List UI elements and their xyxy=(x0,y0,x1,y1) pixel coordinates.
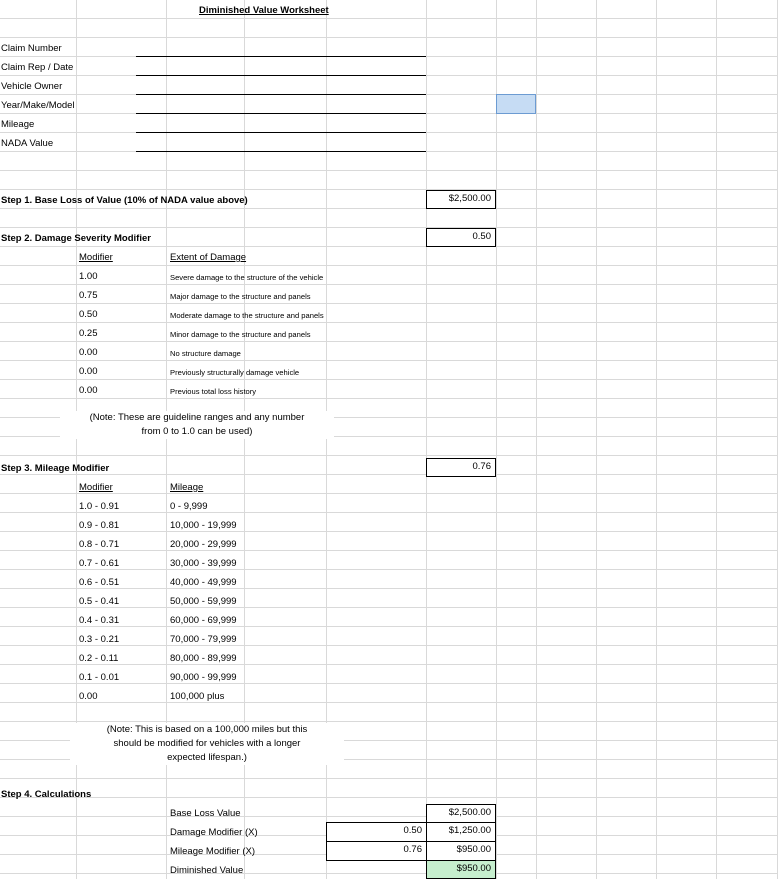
mileage-value-cell[interactable]: $950.00 xyxy=(426,841,496,861)
vehicle-owner-underline xyxy=(136,94,426,95)
sheet-title: Diminished Value Worksheet xyxy=(199,5,329,16)
mileage-factor-cell[interactable]: 0.76 xyxy=(326,841,427,861)
mileage-modifier: 0.3 - 0.21 xyxy=(79,634,120,645)
mileage-range: 0 - 9,999 xyxy=(170,501,208,512)
step3-label: Step 3. Mileage Modifier xyxy=(1,463,110,474)
step3-value-cell[interactable]: 0.76 xyxy=(426,458,496,477)
severity-modifier: 0.75 xyxy=(79,290,98,301)
damage-modifier-label: Damage Modifier (X) xyxy=(170,827,258,838)
severity-modifier: 1.00 xyxy=(79,271,98,282)
mileage-label: Mileage xyxy=(1,119,35,130)
mileage-modifier: 0.5 - 0.41 xyxy=(79,596,120,607)
step3-note-line2: should be modified for vehicles with a longer xyxy=(70,737,344,751)
claim-rep-label: Claim Rep / Date xyxy=(1,62,74,73)
mileage-range: 90,000 - 99,999 xyxy=(170,672,237,683)
step3-note-line1: (Note: This is based on a 100,000 miles but this xyxy=(70,723,344,737)
mileage-modifier: 0.00 xyxy=(79,691,98,702)
step2-modifier-header: Modifier xyxy=(79,252,113,263)
step2-value-cell[interactable]: 0.50 xyxy=(426,228,496,247)
step2-label: Step 2. Damage Severity Modifier xyxy=(1,233,151,244)
mileage-range: 50,000 - 59,999 xyxy=(170,596,237,607)
severity-modifier: 0.00 xyxy=(79,366,98,377)
severity-modifier: 0.25 xyxy=(79,328,98,339)
mileage-range: 80,000 - 89,999 xyxy=(170,653,237,664)
step2-note-line2: from 0 to 1.0 can be used) xyxy=(60,425,334,439)
severity-modifier: 0.00 xyxy=(79,347,98,358)
step3-note-line3: expected lifespan.) xyxy=(70,751,344,765)
nada-value-label: NADA Value xyxy=(1,138,54,149)
year-make-model-label: Year/Make/Model xyxy=(1,100,75,111)
severity-modifier: 0.00 xyxy=(79,385,98,396)
severity-extent: Major damage to the structure and panels xyxy=(170,292,311,301)
mileage-range: 30,000 - 39,999 xyxy=(170,558,237,569)
severity-extent: Previous total loss history xyxy=(170,387,257,396)
step4-label: Step 4. Calculations xyxy=(1,789,92,800)
mileage-range: 40,000 - 49,999 xyxy=(170,577,237,588)
mileage-range: 10,000 - 19,999 xyxy=(170,520,237,531)
diminished-value-label: Diminished Value xyxy=(170,865,244,876)
mileage-range: 60,000 - 69,999 xyxy=(170,615,237,626)
severity-modifier: 0.50 xyxy=(79,309,98,320)
mileage-range: 20,000 - 29,999 xyxy=(170,539,237,550)
diminished-value-cell[interactable]: $950.00 xyxy=(426,860,496,879)
step1-label: Step 1. Base Loss of Value (10% of NADA value above) xyxy=(1,195,248,206)
step2-extent-header: Extent of Damage xyxy=(170,252,247,263)
severity-extent: Moderate damage to the structure and panels xyxy=(170,311,324,320)
severity-extent: No structure damage xyxy=(170,349,241,358)
nada-value-underline xyxy=(136,151,426,152)
base-loss-value-cell[interactable]: $2,500.00 xyxy=(426,804,496,823)
step3-mileage-header: Mileage xyxy=(170,482,204,493)
damage-value-cell[interactable]: $1,250.00 xyxy=(426,822,496,842)
mileage-modifier: 0.8 - 0.71 xyxy=(79,539,120,550)
mileage-modifier: 0.6 - 0.51 xyxy=(79,577,120,588)
mileage-modifier: 0.7 - 0.61 xyxy=(79,558,120,569)
mileage-modifier-label: Mileage Modifier (X) xyxy=(170,846,255,857)
step1-value-cell[interactable]: $2,500.00 xyxy=(426,190,496,209)
mileage-modifier: 0.2 - 0.11 xyxy=(79,653,119,664)
damage-factor-cell[interactable]: 0.50 xyxy=(326,822,427,842)
mileage-modifier: 0.1 - 0.01 xyxy=(79,672,120,683)
mileage-range: 100,000 plus xyxy=(170,691,225,702)
severity-extent: Minor damage to the structure and panels xyxy=(170,330,311,339)
severity-extent: Previously structurally damage vehicle xyxy=(170,368,300,377)
severity-extent: Severe damage to the structure of the vehicle xyxy=(170,273,324,282)
mileage-modifier: 0.4 - 0.31 xyxy=(79,615,120,626)
step2-note-line1: (Note: These are guideline ranges and any number xyxy=(60,411,334,425)
vehicle-owner-label: Vehicle Owner xyxy=(1,81,63,92)
claim-rep-underline xyxy=(136,75,426,76)
mileage-underline xyxy=(136,132,426,133)
mileage-range: 70,000 - 79,999 xyxy=(170,634,237,645)
base-loss-label: Base Loss Value xyxy=(170,808,241,819)
claim-number-label: Claim Number xyxy=(1,43,62,54)
step3-modifier-header: Modifier xyxy=(79,482,113,493)
mileage-modifier: 1.0 - 0.91 xyxy=(79,501,120,512)
claim-number-underline xyxy=(136,56,426,57)
mileage-modifier: 0.9 - 0.81 xyxy=(79,520,120,531)
selected-cell[interactable] xyxy=(496,94,536,114)
year-make-model-underline xyxy=(136,113,426,114)
